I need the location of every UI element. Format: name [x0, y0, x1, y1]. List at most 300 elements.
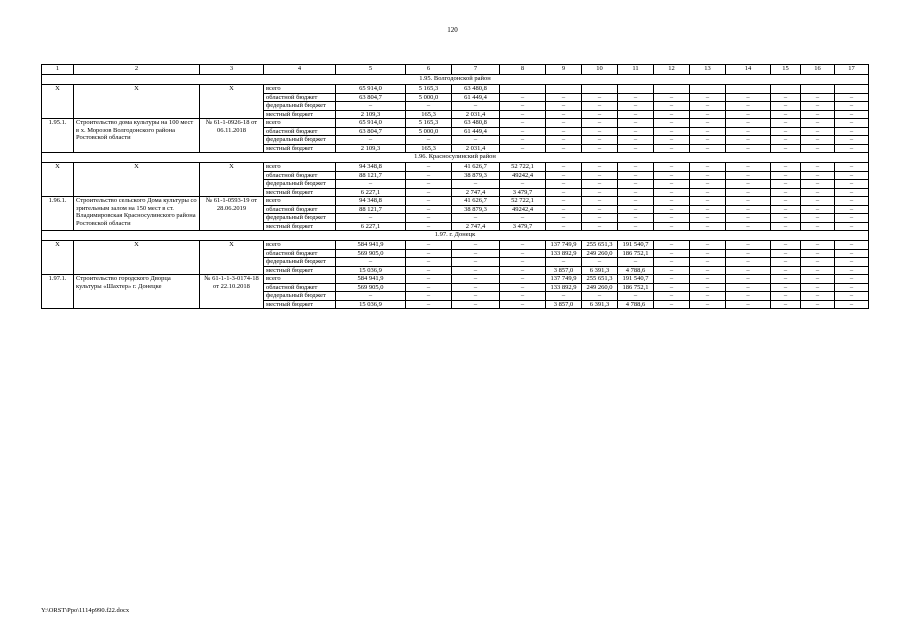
value-cell: – [726, 214, 771, 223]
page-number: 120 [447, 26, 458, 34]
value-cell: 49242,4 [500, 171, 546, 180]
value-cell: – [582, 127, 618, 136]
budget-source-label: всего [264, 241, 336, 250]
budget-source-label: всего [264, 119, 336, 128]
value-cell: – [654, 205, 690, 214]
value-cell: – [500, 119, 546, 128]
value-cell: – [771, 188, 801, 197]
value-cell: – [654, 136, 690, 145]
value-cell: – [801, 102, 835, 111]
value-cell: – [801, 249, 835, 258]
value-cell: – [500, 127, 546, 136]
section-title-row [42, 231, 869, 241]
value-cell: 5 000,0 [406, 93, 452, 102]
value-cell: – [835, 292, 869, 301]
value-cell: – [654, 180, 690, 189]
value-cell: – [801, 283, 835, 292]
value-cell: – [835, 249, 869, 258]
budget-source-label: областной бюджет [264, 283, 336, 292]
value-cell: – [771, 93, 801, 102]
budget-source-label: местный бюджет [264, 266, 336, 275]
value-cell: – [546, 180, 582, 189]
value-cell: – [406, 136, 452, 145]
value-cell: 191 540,7 [618, 275, 654, 284]
value-cell: – [801, 205, 835, 214]
value-cell: – [801, 93, 835, 102]
value-cell: – [690, 102, 726, 111]
value-cell: – [690, 188, 726, 197]
value-cell: 63 480,8 [452, 85, 500, 94]
value-cell: – [654, 163, 690, 172]
value-cell: – [500, 283, 546, 292]
value-cell: – [771, 258, 801, 267]
value-cell: 63 804,7 [336, 93, 406, 102]
value-cell: – [835, 119, 869, 128]
value-cell: 584 941,9 [336, 241, 406, 250]
budget-source-label: всего [264, 197, 336, 206]
value-cell: 165,3 [406, 110, 452, 119]
value-cell: – [582, 292, 618, 301]
budget-source-label: федеральный бюджет [264, 102, 336, 111]
value-cell: – [771, 275, 801, 284]
value-cell: – [726, 258, 771, 267]
value-cell: – [546, 214, 582, 223]
value-cell: 38 879,3 [452, 205, 500, 214]
value-cell: – [452, 266, 500, 275]
value-cell: 133 892,9 [546, 249, 582, 258]
value-cell: – [690, 180, 726, 189]
value-cell: – [771, 283, 801, 292]
value-cell: – [406, 163, 452, 172]
item-number: 1.95.1. [42, 119, 74, 153]
value-cell: – [654, 275, 690, 284]
value-cell: – [690, 292, 726, 301]
value-cell: 88 121,7 [336, 205, 406, 214]
value-cell: 186 752,1 [618, 249, 654, 258]
value-cell: – [690, 283, 726, 292]
value-cell: – [654, 110, 690, 119]
column-header: 15 [771, 65, 801, 75]
table-row [42, 163, 869, 172]
value-cell: – [690, 300, 726, 309]
value-cell: – [690, 119, 726, 128]
value-cell: – [582, 110, 618, 119]
value-cell: – [690, 275, 726, 284]
value-cell: – [618, 163, 654, 172]
value-cell: – [726, 275, 771, 284]
value-cell: – [546, 93, 582, 102]
value-cell: 15 036,9 [336, 300, 406, 309]
value-cell: – [726, 188, 771, 197]
section-title-row [42, 75, 869, 85]
value-cell [771, 85, 801, 94]
value-cell: – [500, 266, 546, 275]
value-cell: – [726, 249, 771, 258]
value-cell: 191 540,7 [618, 241, 654, 250]
value-cell: 584 941,9 [336, 275, 406, 284]
value-cell: – [618, 93, 654, 102]
value-cell: – [654, 300, 690, 309]
value-cell: – [771, 222, 801, 231]
value-cell: – [618, 127, 654, 136]
value-cell: – [726, 197, 771, 206]
value-cell: – [546, 136, 582, 145]
value-cell: – [771, 144, 801, 153]
value-cell: – [582, 93, 618, 102]
item-description: Строительство дома культуры на 100 мест в х. Морозов Волгодонского района Ростовской области [74, 119, 200, 153]
table-row [42, 275, 869, 284]
value-cell: – [835, 205, 869, 214]
value-cell: – [726, 163, 771, 172]
value-cell: – [801, 275, 835, 284]
value-cell: 38 879,3 [452, 171, 500, 180]
value-cell: – [771, 102, 801, 111]
value-cell: – [406, 188, 452, 197]
value-cell: – [500, 102, 546, 111]
value-cell: – [406, 171, 452, 180]
document-reference: № 61-1-1-3-0174-18 от 22.10.2018 [200, 275, 264, 309]
value-cell: – [618, 292, 654, 301]
value-cell: – [582, 197, 618, 206]
value-cell [726, 85, 771, 94]
value-cell: – [835, 300, 869, 309]
value-cell: – [690, 205, 726, 214]
value-cell: 569 905,0 [336, 283, 406, 292]
value-cell: – [801, 127, 835, 136]
value-cell: – [582, 119, 618, 128]
column-header: 4 [264, 65, 336, 75]
value-cell: – [835, 222, 869, 231]
value-cell: – [546, 188, 582, 197]
value-cell: – [801, 180, 835, 189]
item-description: Х [74, 85, 200, 119]
value-cell: – [406, 249, 452, 258]
value-cell: – [618, 180, 654, 189]
budget-source-label: всего [264, 85, 336, 94]
value-cell: – [654, 249, 690, 258]
value-cell: – [406, 292, 452, 301]
value-cell: 186 752,1 [618, 283, 654, 292]
value-cell: – [690, 266, 726, 275]
value-cell: – [618, 119, 654, 128]
value-cell: 88 121,7 [336, 171, 406, 180]
value-cell: – [771, 180, 801, 189]
value-cell: – [835, 163, 869, 172]
value-cell: – [336, 214, 406, 223]
column-header: 1 [42, 65, 74, 75]
value-cell: – [500, 180, 546, 189]
value-cell: – [801, 136, 835, 145]
value-cell: – [801, 163, 835, 172]
value-cell: 137 749,9 [546, 275, 582, 284]
value-cell: – [452, 292, 500, 301]
document-reference: Х [200, 163, 264, 197]
value-cell: 5 165,3 [406, 119, 452, 128]
budget-source-label: областной бюджет [264, 205, 336, 214]
value-cell: – [835, 258, 869, 267]
value-cell: – [771, 249, 801, 258]
value-cell: – [582, 180, 618, 189]
value-cell: 61 449,4 [452, 127, 500, 136]
budget-source-label: местный бюджет [264, 222, 336, 231]
budget-source-label: всего [264, 275, 336, 284]
value-cell: – [406, 222, 452, 231]
value-cell: – [654, 241, 690, 250]
budget-source-label: федеральный бюджет [264, 136, 336, 145]
value-cell: – [835, 180, 869, 189]
value-cell [835, 85, 869, 94]
value-cell: – [801, 266, 835, 275]
budget-source-label: федеральный бюджет [264, 180, 336, 189]
value-cell: – [654, 258, 690, 267]
value-cell: 5 000,0 [406, 127, 452, 136]
value-cell: – [406, 197, 452, 206]
value-cell: – [500, 136, 546, 145]
value-cell: – [582, 188, 618, 197]
value-cell: – [618, 171, 654, 180]
item-description: Строительство городского Дворца культуры «Шахтер» г. Донецке [74, 275, 200, 309]
value-cell: – [500, 258, 546, 267]
value-cell: – [801, 197, 835, 206]
value-cell: – [546, 144, 582, 153]
value-cell: 49242,4 [500, 205, 546, 214]
value-cell: – [582, 214, 618, 223]
table-row [42, 197, 869, 206]
value-cell: – [452, 258, 500, 267]
value-cell: – [500, 275, 546, 284]
value-cell: – [835, 197, 869, 206]
value-cell: – [771, 205, 801, 214]
item-description: Х [74, 163, 200, 197]
value-cell: – [690, 197, 726, 206]
value-cell: – [654, 127, 690, 136]
value-cell: – [406, 180, 452, 189]
value-cell: – [726, 283, 771, 292]
value-cell: – [546, 258, 582, 267]
value-cell: – [771, 197, 801, 206]
value-cell: 41 626,7 [452, 197, 500, 206]
value-cell: – [452, 249, 500, 258]
value-cell: – [406, 300, 452, 309]
value-cell: – [690, 241, 726, 250]
value-cell: – [726, 205, 771, 214]
value-cell: – [690, 136, 726, 145]
value-cell: – [546, 205, 582, 214]
column-header: 9 [546, 65, 582, 75]
value-cell: – [654, 119, 690, 128]
value-cell: – [500, 300, 546, 309]
budget-source-label: местный бюджет [264, 144, 336, 153]
item-number: Х [42, 85, 74, 119]
value-cell: 255 651,3 [582, 275, 618, 284]
value-cell: – [835, 188, 869, 197]
section-title-row [42, 153, 869, 163]
value-cell: – [771, 300, 801, 309]
value-cell: – [406, 258, 452, 267]
value-cell: – [546, 110, 582, 119]
section-title: 1.97. г. Донецк [42, 231, 869, 241]
value-cell: – [801, 171, 835, 180]
column-header-row [42, 65, 869, 75]
value-cell: – [336, 102, 406, 111]
value-cell [618, 85, 654, 94]
value-cell: – [835, 93, 869, 102]
value-cell: 133 892,9 [546, 283, 582, 292]
value-cell: – [582, 163, 618, 172]
value-cell: – [582, 144, 618, 153]
value-cell: 2 109,3 [336, 110, 406, 119]
value-cell: – [690, 127, 726, 136]
value-cell: – [771, 241, 801, 250]
value-cell: – [690, 110, 726, 119]
value-cell: 41 626,7 [452, 163, 500, 172]
value-cell: – [801, 119, 835, 128]
value-cell: – [546, 102, 582, 111]
value-cell: – [618, 214, 654, 223]
value-cell: 255 651,3 [582, 241, 618, 250]
value-cell: – [500, 93, 546, 102]
value-cell: – [582, 258, 618, 267]
value-cell: 2 031,4 [452, 144, 500, 153]
value-cell [690, 85, 726, 94]
value-cell: – [801, 144, 835, 153]
value-cell: 4 788,6 [618, 266, 654, 275]
budget-source-label: всего [264, 163, 336, 172]
value-cell: 61 449,4 [452, 93, 500, 102]
value-cell: 52 722,1 [500, 197, 546, 206]
value-cell: 15 036,9 [336, 266, 406, 275]
value-cell: – [546, 197, 582, 206]
value-cell: – [835, 102, 869, 111]
budget-source-label: областной бюджет [264, 171, 336, 180]
section-title: 1.95. Волгодонской район [42, 75, 869, 85]
value-cell [582, 85, 618, 94]
table-row [42, 119, 869, 128]
value-cell: – [801, 300, 835, 309]
value-cell: 52 722,1 [500, 163, 546, 172]
value-cell: – [690, 163, 726, 172]
value-cell: – [406, 241, 452, 250]
value-cell: – [835, 171, 869, 180]
value-cell: – [500, 214, 546, 223]
value-cell: – [690, 171, 726, 180]
value-cell: – [500, 241, 546, 250]
value-cell: – [835, 214, 869, 223]
item-number: Х [42, 163, 74, 197]
value-cell [654, 85, 690, 94]
column-header: 12 [654, 65, 690, 75]
value-cell: 165,3 [406, 144, 452, 153]
value-cell: 94 348,8 [336, 197, 406, 206]
value-cell: 3 857,0 [546, 266, 582, 275]
column-header: 17 [835, 65, 869, 75]
value-cell: – [406, 275, 452, 284]
value-cell: – [500, 110, 546, 119]
value-cell: 5 165,3 [406, 85, 452, 94]
value-cell: – [771, 266, 801, 275]
value-cell: – [654, 214, 690, 223]
value-cell: – [690, 222, 726, 231]
value-cell: – [336, 258, 406, 267]
value-cell: – [546, 171, 582, 180]
budget-source-label: областной бюджет [264, 249, 336, 258]
value-cell: 94 348,8 [336, 163, 406, 172]
value-cell: – [452, 275, 500, 284]
value-cell: 6 391,3 [582, 266, 618, 275]
value-cell: – [771, 136, 801, 145]
value-cell [500, 85, 546, 94]
column-header: 13 [690, 65, 726, 75]
value-cell: – [546, 127, 582, 136]
value-cell: – [801, 110, 835, 119]
value-cell: – [690, 258, 726, 267]
budget-table [41, 64, 869, 309]
value-cell: – [500, 249, 546, 258]
value-cell: 3 857,0 [546, 300, 582, 309]
value-cell: – [654, 222, 690, 231]
value-cell: – [801, 241, 835, 250]
value-cell: – [582, 205, 618, 214]
column-header: 2 [74, 65, 200, 75]
document-reference: № 61-1-0593-19 от 28.06.2019 [200, 197, 264, 231]
value-cell: – [801, 292, 835, 301]
value-cell: 65 914,0 [336, 119, 406, 128]
value-cell [546, 85, 582, 94]
value-cell: – [546, 119, 582, 128]
value-cell: – [690, 214, 726, 223]
value-cell: – [726, 180, 771, 189]
item-number: 1.96.1. [42, 197, 74, 231]
value-cell: – [726, 300, 771, 309]
column-header: 10 [582, 65, 618, 75]
budget-source-label: областной бюджет [264, 93, 336, 102]
value-cell: – [726, 110, 771, 119]
section-title: 1.96. Красносулинский район [42, 153, 869, 163]
value-cell: – [835, 144, 869, 153]
value-cell [801, 85, 835, 94]
value-cell: – [726, 136, 771, 145]
footer-file-path: Y:\ORST\Ppo\1114p990.f22.docx [41, 607, 130, 614]
value-cell: – [726, 222, 771, 231]
value-cell: – [618, 136, 654, 145]
column-header: 11 [618, 65, 654, 75]
value-cell: 4 788,6 [618, 300, 654, 309]
budget-source-label: областной бюджет [264, 127, 336, 136]
value-cell: – [801, 188, 835, 197]
value-cell: – [726, 119, 771, 128]
value-cell: – [726, 93, 771, 102]
budget-source-label: федеральный бюджет [264, 258, 336, 267]
value-cell: – [835, 241, 869, 250]
item-description: Х [74, 241, 200, 275]
value-cell: – [690, 249, 726, 258]
value-cell: – [452, 102, 500, 111]
column-header: 8 [500, 65, 546, 75]
value-cell: – [835, 110, 869, 119]
value-cell: – [771, 292, 801, 301]
budget-source-label: местный бюджет [264, 300, 336, 309]
value-cell: – [654, 93, 690, 102]
value-cell: – [801, 222, 835, 231]
document-reference: Х [200, 85, 264, 119]
value-cell: – [726, 102, 771, 111]
value-cell: 2 031,4 [452, 110, 500, 119]
value-cell: 6 391,3 [582, 300, 618, 309]
value-cell: – [654, 266, 690, 275]
value-cell: – [771, 214, 801, 223]
value-cell: 65 914,0 [336, 85, 406, 94]
value-cell: – [406, 102, 452, 111]
